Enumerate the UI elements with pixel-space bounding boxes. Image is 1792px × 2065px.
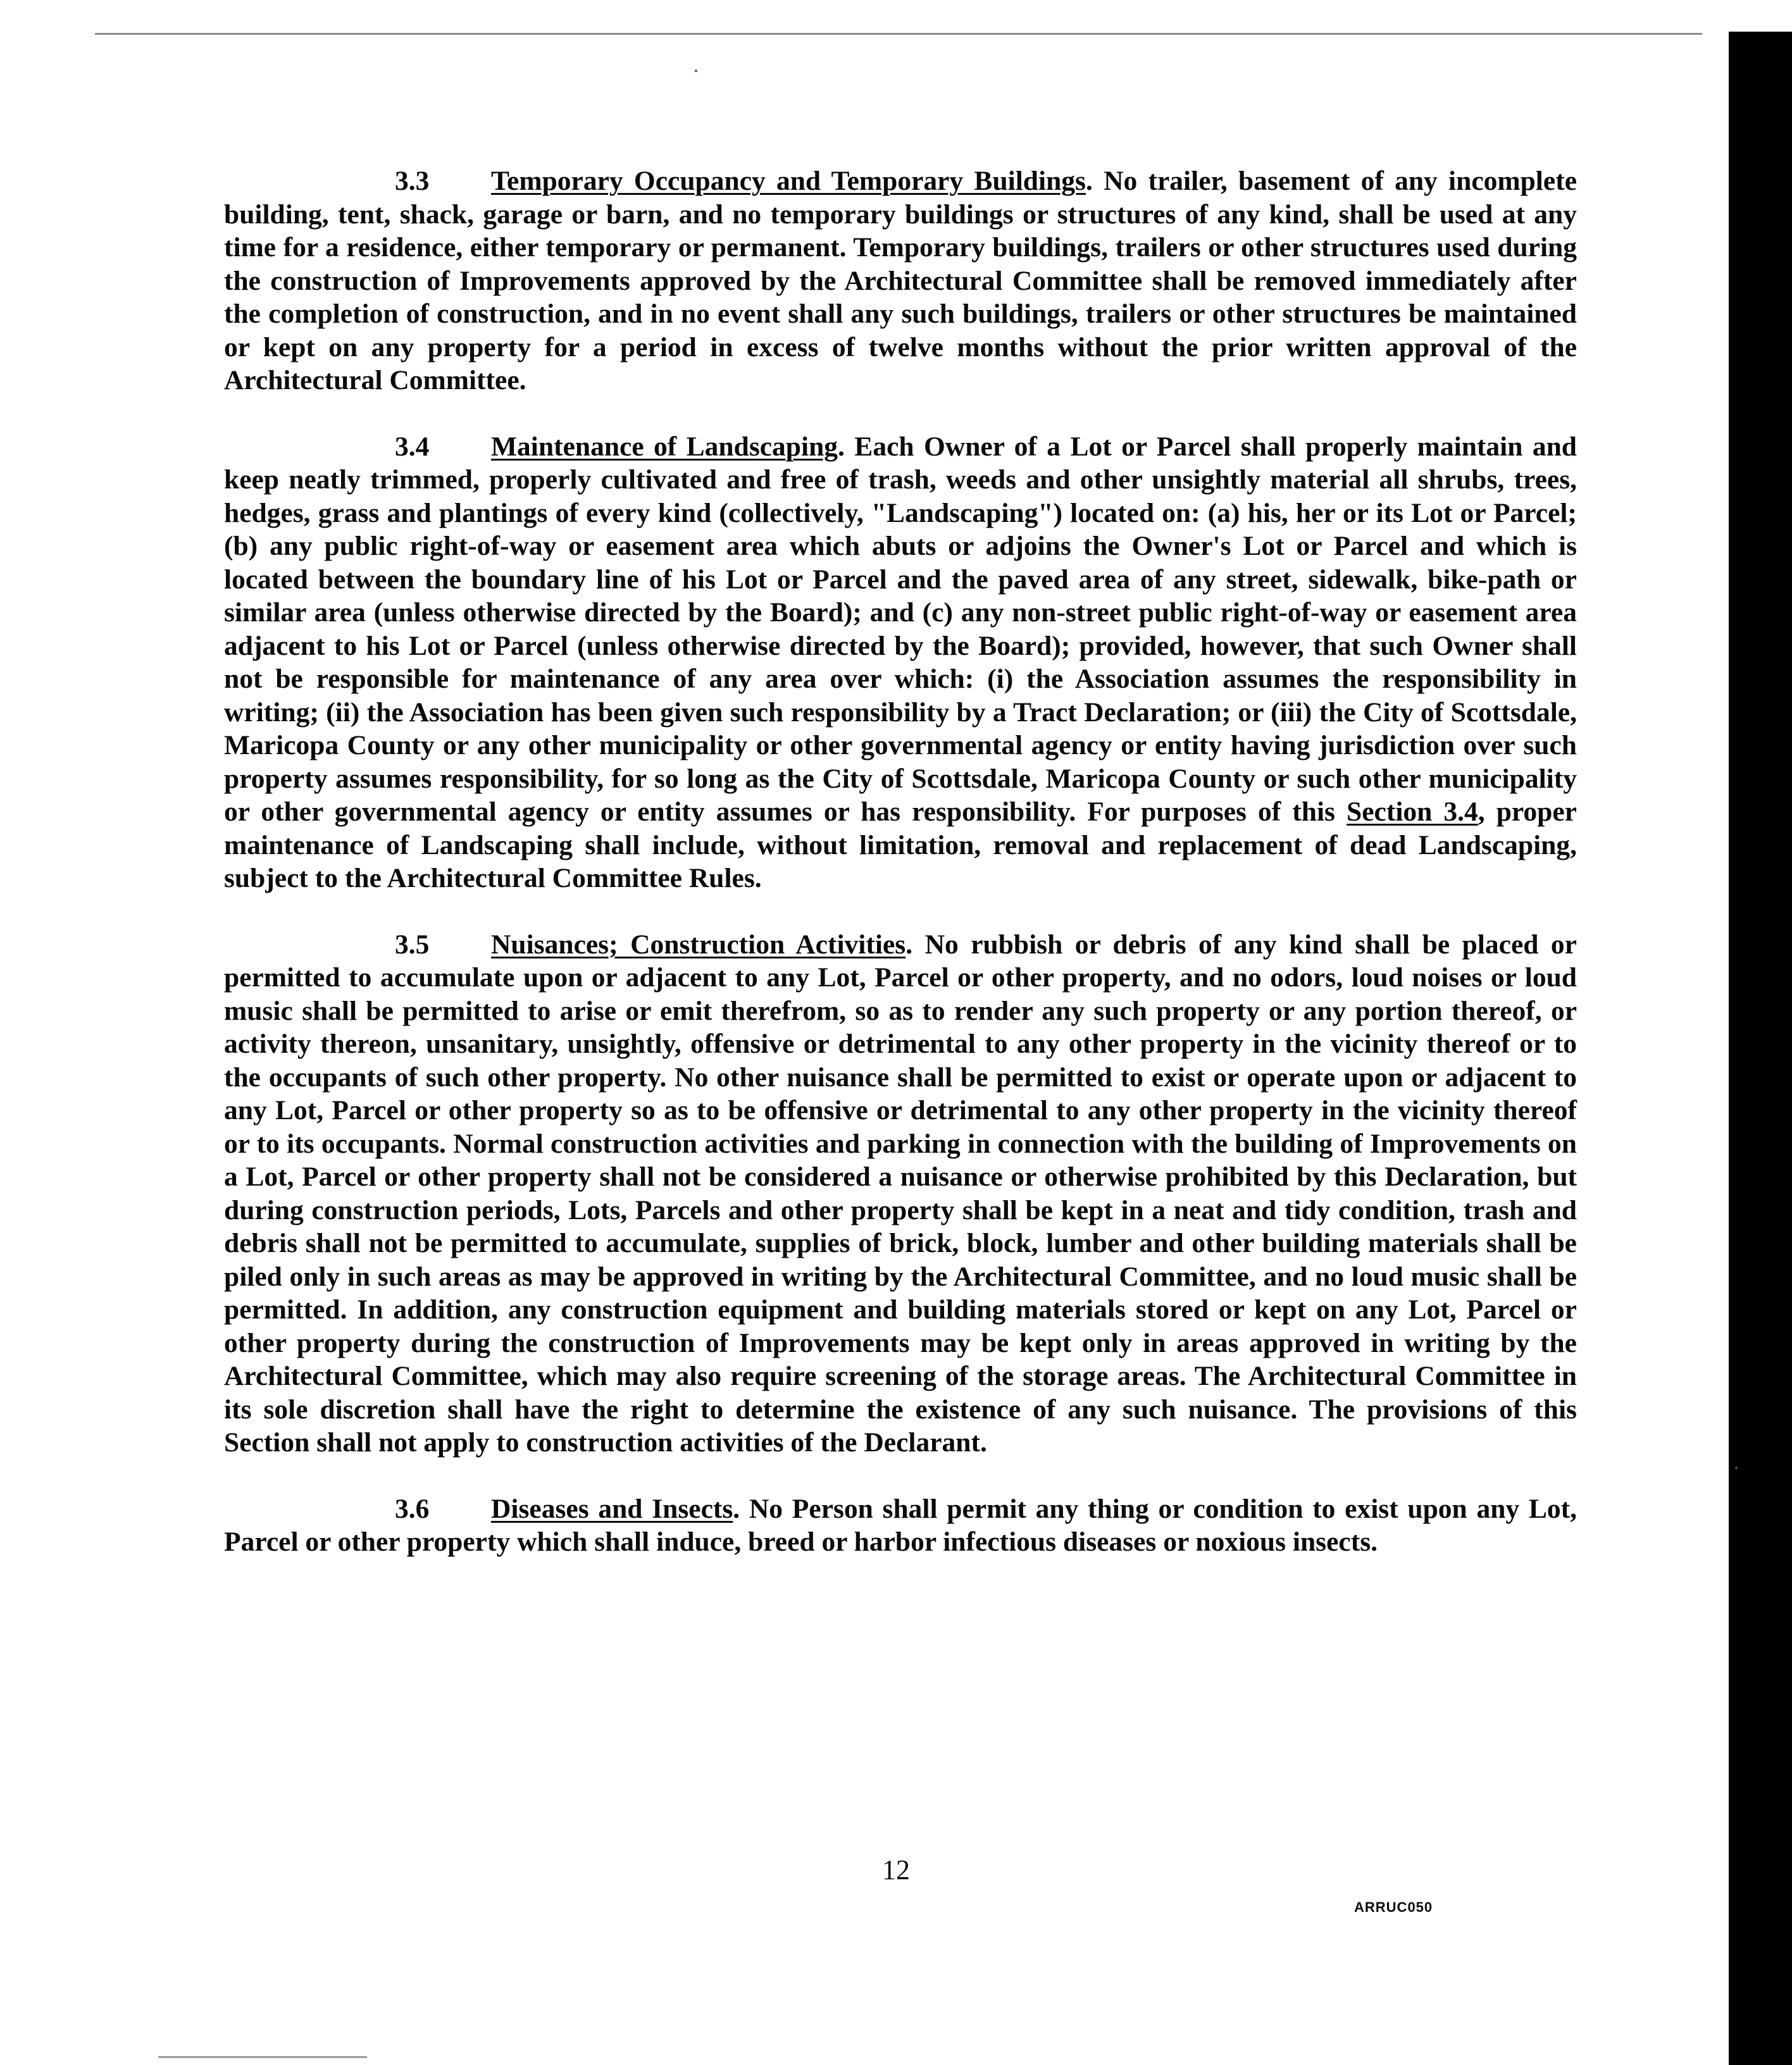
section-title: Diseases and Insects (491, 1493, 733, 1524)
section-number: 3.3 (395, 166, 430, 196)
section-3-5 (224, 928, 1577, 1460)
section-body: . No rubbish or debris of any kind shall be placed or permitted to accumulate upon or adjacent to any Lot, Parcel or other property, and no odors, loud noises or loud music shall be permitted to arise or emit therefrom, so as to render any such property or any portion thereof, or activity thereon, unsanitary, unsightly, offensive or detrimental to any other property in the vicinity thereof or to the occupants of such other property. No other nuisance shall be permitted to exist or operate upon or adjacent to any Lot, Parcel or other property so as to be offensive or detrimental to any other property in the vicinity thereof or to its occupants. Normal construction activities and parking in connection with the building of Improvements on a Lot, Parcel or other property shall not be considered a nuisance or otherwise prohibited by this Declaration, but during construction periods, Lots, Parcels and other property shall be kept in a neat and tidy condition, trash and debris shall not be permitted to accumulate, supplies of brick, block, lumber and other building materials shall be piled only in such areas as may be approved in writing by the Architectural Committee, and no loud music shall be permitted. In addition, any construction equipment and building materials stored or kept on any Lot, Parcel or other property during the construction of Improvements may be kept only in areas approved in writing by the Architectural Committee, which may also require screening of the storage areas. The Architectural Committee in its sole discretion shall have the right to determine the existence of any such nuisance. The provisions of this Section shall not apply to construction activities of the Declarant. (224, 929, 1577, 1458)
section-3-3 (224, 164, 1577, 397)
section-number: 3.4 (395, 431, 430, 462)
section-3-4 (224, 430, 1577, 895)
document-code: ARRUC050 (1354, 1899, 1433, 1915)
scan-speck (695, 70, 697, 72)
section-title: Maintenance of Landscaping (491, 431, 838, 462)
page-number: 12 (882, 1854, 910, 1885)
section-title: Nuisances; Construction Activities (491, 929, 906, 960)
document-body (224, 164, 1577, 1592)
scan-speck (1735, 1467, 1738, 1469)
bottom-scan-edge (158, 2056, 367, 2058)
section-number: 3.5 (395, 929, 430, 960)
section-cross-reference: Section 3.4 (1347, 797, 1478, 827)
section-body: . No trailer, basement of any incomplete building, tent, shack, garage or barn, and no temporary buildings or structures of any kind, shall be used at any time for a residence, either temporary or permanent. Temporary buildings, trailers or other structures used during the construction of Improvements approved by the Architectural Committee shall be removed immediately after the completion of construction, and in no event shall any such buildings, trailers or other structures be maintained or kept on any property for a period in excess of twelve months without the prior written approval of the Architectural Committee. (224, 166, 1577, 395)
section-title: Temporary Occupancy and Temporary Buildings (491, 166, 1086, 196)
section-3-6 (224, 1492, 1577, 1559)
section-number: 3.6 (395, 1493, 430, 1524)
section-body-continued: , proper maintenance of Landscaping shall include, without limitation, removal and replacement of dead Landscaping, subject to the Architectural Committee Rules. (224, 797, 1577, 893)
top-scan-edge (95, 33, 1702, 35)
scan-black-margin (1729, 32, 1792, 2065)
section-body: . No Person shall permit any thing or condition to exist upon any Lot, Parcel or other property which shall induce, breed or harbor infectious diseases or noxious insects. (224, 1493, 1577, 1557)
section-body: . Each Owner of a Lot or Parcel shall properly maintain and keep neatly trimmed, properly cultivated and free of trash, weeds and other unsightly material all shrubs, trees, hedges, grass and plantings of every kind (collectively, "Landscaping") located on: (a) his, her or its Lot or Parcel; (b) any public right-of-way or easement area which abuts or adjoins the Owner's Lot or Parcel and which is located between the boundary line of his Lot or Parcel and the paved area of any street, sidewalk, bike-path or similar area (unless otherwise directed by the Board); and (c) any non-street public right-of-way or easement area adjacent to his Lot or Parcel (unless otherwise directed by the Board); provided, however, that such Owner shall not be responsible for maintenance of any area over which: (i) the Association assumes the responsibility in writing; (ii) the Association has been given such responsibility by a Tract Declaration; or (iii) the City of Scottsdale, Maricopa County or any other municipality or other governmental agency or entity having jurisdiction over such property assumes responsibility, for so long as the City of Scottsdale, Maricopa County or such other municipality or other governmental agency or entity assumes or has responsibility. For purposes of this (224, 431, 1577, 827)
